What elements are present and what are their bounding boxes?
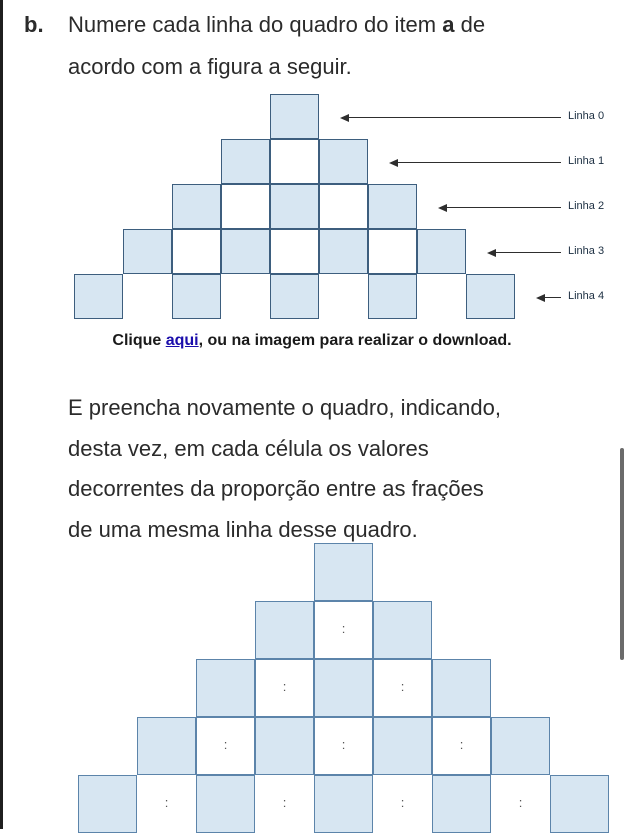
instruction-line-3: decorrentes da proporção entre as frações: [68, 476, 484, 501]
item-marker: b.: [24, 12, 44, 37]
figure-cell: [221, 139, 270, 184]
grid-cell: [373, 601, 432, 659]
grid-cell: [196, 659, 255, 717]
grid-cell: [491, 717, 550, 775]
ratio-separator: :: [459, 737, 464, 752]
arrow-head-icon: [487, 249, 496, 257]
grid-cell: [373, 717, 432, 775]
figure-cell: [270, 274, 319, 319]
grid-cell: [78, 775, 137, 833]
figure-cell: [172, 229, 221, 274]
ratio-separator: :: [518, 795, 523, 810]
question-line-2: acordo com a figura a seguir.: [68, 54, 352, 79]
row-arrow: [440, 207, 561, 208]
figure-cell: [368, 229, 417, 274]
ratio-separator: :: [341, 621, 346, 636]
row-label: Linha 1: [568, 155, 605, 167]
figure-cell: [319, 184, 368, 229]
grid-cell: [314, 659, 373, 717]
figure-cell: [368, 184, 417, 229]
grid-cell: [255, 601, 314, 659]
ratio-separator: :: [282, 795, 287, 810]
left-border: [0, 0, 3, 829]
grid-cell: [432, 775, 491, 833]
row-label: Linha 2: [568, 200, 605, 212]
question-line-1: Numere cada linha do quadro do item a de: [68, 12, 486, 37]
row-label: Linha 3: [568, 245, 605, 257]
arrow-head-icon: [389, 159, 398, 167]
triangle-figure[interactable]: [74, 94, 624, 314]
row-arrow: [391, 162, 561, 163]
instruction-line-4: de uma mesma linha desse quadro.: [68, 516, 418, 542]
figure-cell: [270, 184, 319, 229]
grid-cell: [432, 659, 491, 717]
figure-cell: [368, 274, 417, 319]
ratio-separator: :: [341, 737, 346, 752]
ratio-triangle-grid: [78, 543, 610, 813]
download-caption: Clique aqui, ou na imagem para realizar o download.: [112, 332, 512, 349]
figure-cell: [319, 229, 368, 274]
instruction-line-1: E preencha novamente o quadro, indicando,: [68, 395, 501, 420]
row-label: Linha 0: [568, 110, 605, 122]
row-arrow: [342, 117, 561, 118]
download-link[interactable]: aqui: [165, 332, 199, 349]
ratio-separator: :: [223, 737, 228, 752]
figure-cell: [221, 229, 270, 274]
figure-cell: [417, 229, 466, 274]
question-text: [68, 4, 608, 88]
figure-cell: [270, 229, 319, 274]
grid-cell: [314, 775, 373, 833]
scrollbar-thumb[interactable]: [620, 448, 624, 660]
ratio-separator: :: [400, 679, 405, 694]
row-arrow: [489, 252, 561, 253]
figure-cell: [466, 274, 515, 319]
figure-cell: [319, 139, 368, 184]
figure-cell: [270, 94, 319, 139]
grid-cell: [314, 543, 373, 601]
ratio-separator: :: [400, 795, 405, 810]
instruction-line-2: desta vez, em cada célula os valores: [68, 435, 429, 461]
instruction-paragraph: [68, 388, 608, 550]
ratio-separator: :: [164, 795, 169, 810]
row-label: Linha 4: [568, 290, 605, 302]
grid-cell: [255, 717, 314, 775]
grid-cell: [137, 717, 196, 775]
arrow-head-icon: [438, 204, 447, 212]
arrow-head-icon: [536, 294, 545, 302]
figure-cell: [172, 184, 221, 229]
grid-cell: [196, 775, 255, 833]
figure-cell: [123, 229, 172, 274]
figure-cell: [221, 184, 270, 229]
figure-cell: [172, 274, 221, 319]
figure-cell: [270, 139, 319, 184]
arrow-head-icon: [340, 114, 349, 122]
figure-cell: [74, 274, 123, 319]
grid-cell: [550, 775, 609, 833]
ratio-separator: :: [282, 679, 287, 694]
